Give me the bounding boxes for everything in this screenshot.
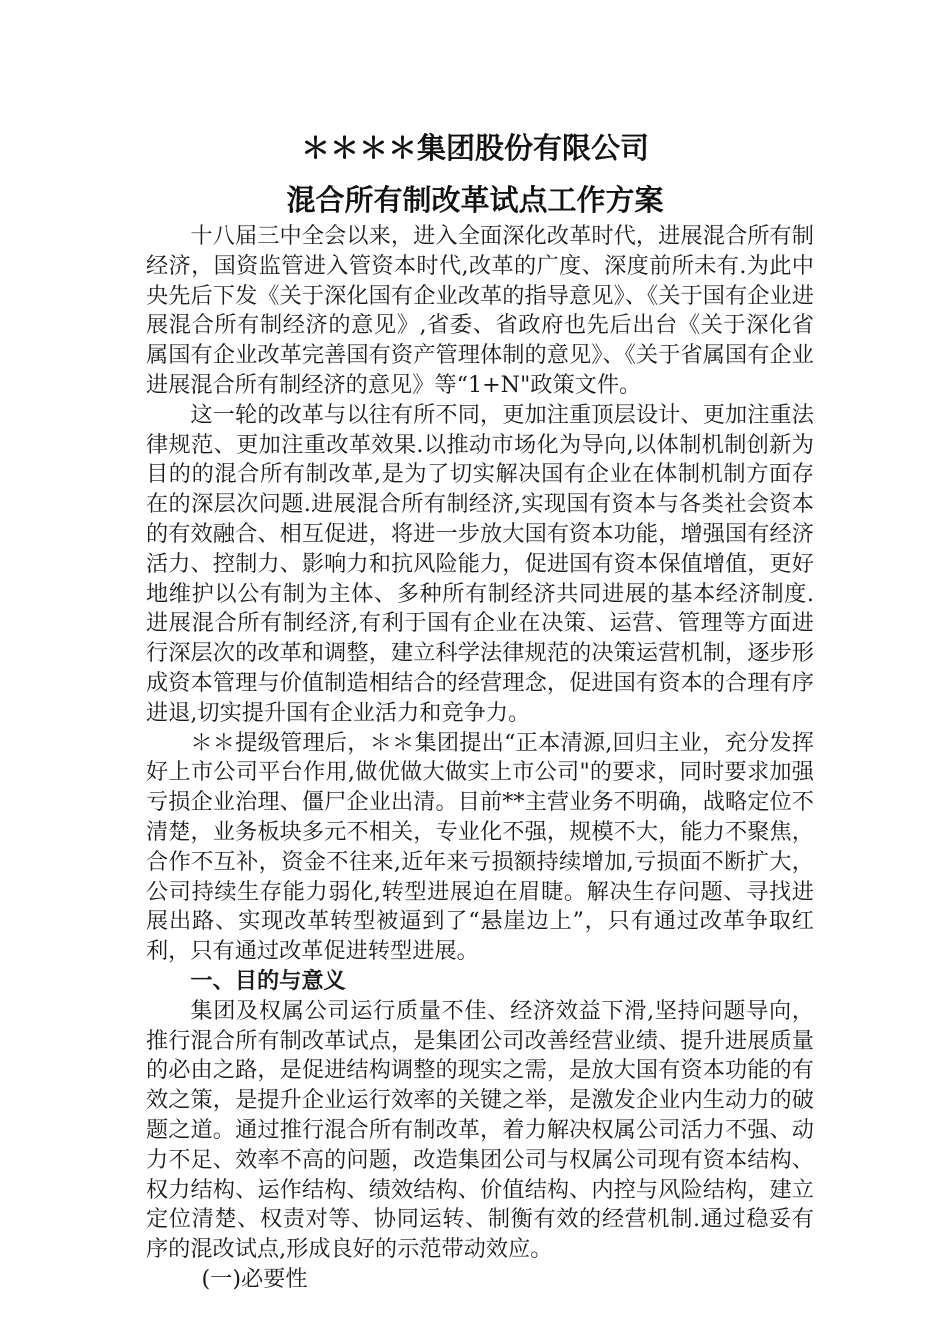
subsection-heading-necessity: (一)必要性 — [201, 1265, 308, 1292]
paragraph-current-situation: ＊＊提级管理后，＊＊集团提出“正本清源,回归主业，充分发挥好上市公司平台作用,做优做大做实上市公司"的要求，同时要求加强亏损企业治理、僵尸企业出清。目前**主营业务不明确，战略定位不清楚，业务板块多元不相关，专业化不强，规模不大，能力不聚焦，合作不互补，资金不往来,近年来亏损额持续增加,亏损面不断扩大，公司持续生存能力弱化,转型进展迫在眉睫。解决生存问题、寻找进展出路、实现改革转型被逼到了“悬崖边上”，只有通过改革争取红利，只有通过改革促进转型进展。 — [146, 729, 814, 965]
paragraph-reform-features: 这一轮的改革与以往有所不同，更加注重顶层设计、更加注重法律规范、更加注重改革效果.以推动市场化为导向,以体制机制创新为目的的混合所有制改革,是为了切实解决国有企业在体制机制方面存在的深层次问题.进展混合所有制经济,实现国有资本与各类社会资本的有效融合、相互促进，将进一步放大国有资本功能，增强国有经济活力、控制力、影响力和抗风险能力，促进国有资本保值增值，更好地维护以公有制为主体、多种所有制经济共同进展的基本经济制度.进展混合所有制经济,有利于国有企业在决策、运营、管理等方面进行深层次的改革和调整，建立科学法律规范的决策运营机制，逐步形成资本管理与价值制造相结合的经营理念，促进国有资本的合理有序进退,切实提升国有企业活力和竞争力。 — [146, 401, 814, 726]
document-subtitle: 混合所有制改革试点工作方案 — [286, 183, 664, 217]
section-heading-purpose: 一、目的与意义 — [190, 967, 346, 994]
document-title: ＊＊＊＊集团股份有限公司 — [300, 131, 649, 165]
document-body — [146, 222, 814, 1295]
paragraph-background: 十八届三中全会以来，进入全面深化改革时代，进展混合所有制经济，国资监管进入管资本时代,改革的广度、深度前所未有.为此中央先后下发《关于深化国有企业改革的指导意见》、《关于国有企业进展混合所有制经济的意见》,省委、省政府也先后出台《关于深化省属国有企业改革完善国有资产管理体制的意见》、《关于省属国有企业进展混合所有制经济的意见》等“1+N"政策文件。 — [146, 223, 814, 398]
paragraph-purpose: 集团及权属公司运行质量不佳、经济效益下滑,坚持问题导向，推行混合所有制改革试点，是集团公司改善经营业绩、提升进展质量的必由之路，是促进结构调整的现实之需，是放大国有资本功能的有效之策，是提升企业运行效率的关键之举，是激发企业内生动力的破题之道。通过推行混合所有制改革，着力解决权属公司活力不强、动力不足、效率不高的问题，改造集团公司与权属公司现有资本结构、权力结构、运作结构、绩效结构、价值结构、内控与风险结构，建立定位清楚、权责对等、协同运转、制衡有效的经营机制.通过稳妥有序的混改试点,形成良好的示范带动效应。 — [146, 997, 814, 1263]
